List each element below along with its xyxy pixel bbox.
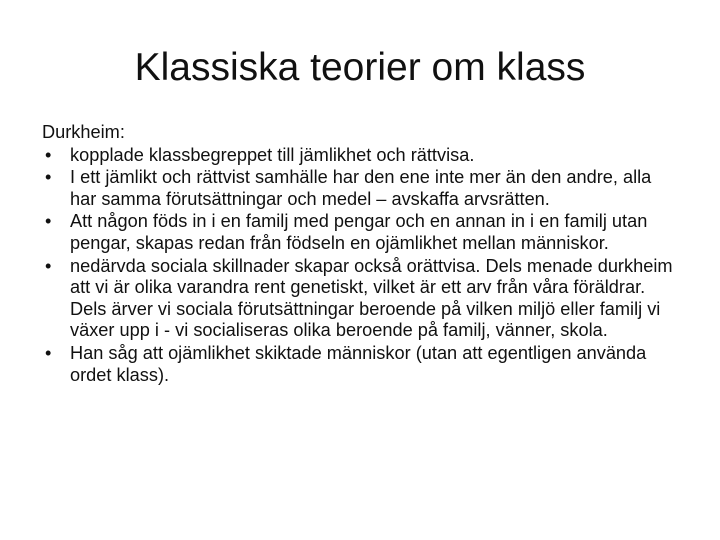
bullet-text: Att någon föds in i en familj med pengar och en annan in i en familj utan pengar, skapas redan från födseln en ojämlikhet mellan människor. <box>70 211 648 253</box>
bullet-item <box>42 256 682 342</box>
lead-text: Durkheim: <box>42 122 125 142</box>
slide-title: Klassiska teorier om klass <box>134 46 586 89</box>
bullet-item <box>42 211 682 254</box>
bullet-text: Han såg att ojämlikhet skiktade människor (utan att egentligen använda ordet klass). <box>70 342 647 385</box>
bullet-text: nedärvda sociala skillnader skapar också orättvisa. Dels menade durkheim att vi är olika varandra rent genetiskt, vilket är ett arv från våra föräldrar. Dels ärver vi sociala förutsättningar beroende på vilken miljö eller familj vi växer upp i - vi socialiseras olika beroende på familj, vänner, skola. <box>70 255 673 341</box>
bullet-item <box>42 145 682 167</box>
bullet-text: I ett jämlikt och rättvist samhälle har den ene inte mer än den andre, alla har samma förutsättningar och medel – avskaffa arvsrätten. <box>70 167 652 209</box>
slide-body <box>42 122 682 387</box>
bullet-item <box>42 343 682 386</box>
bullet-text: kopplade klassbegreppet till jämlikhet och rättvisa. <box>70 144 475 165</box>
bullet-item <box>42 167 682 210</box>
bullet-list <box>42 145 682 387</box>
